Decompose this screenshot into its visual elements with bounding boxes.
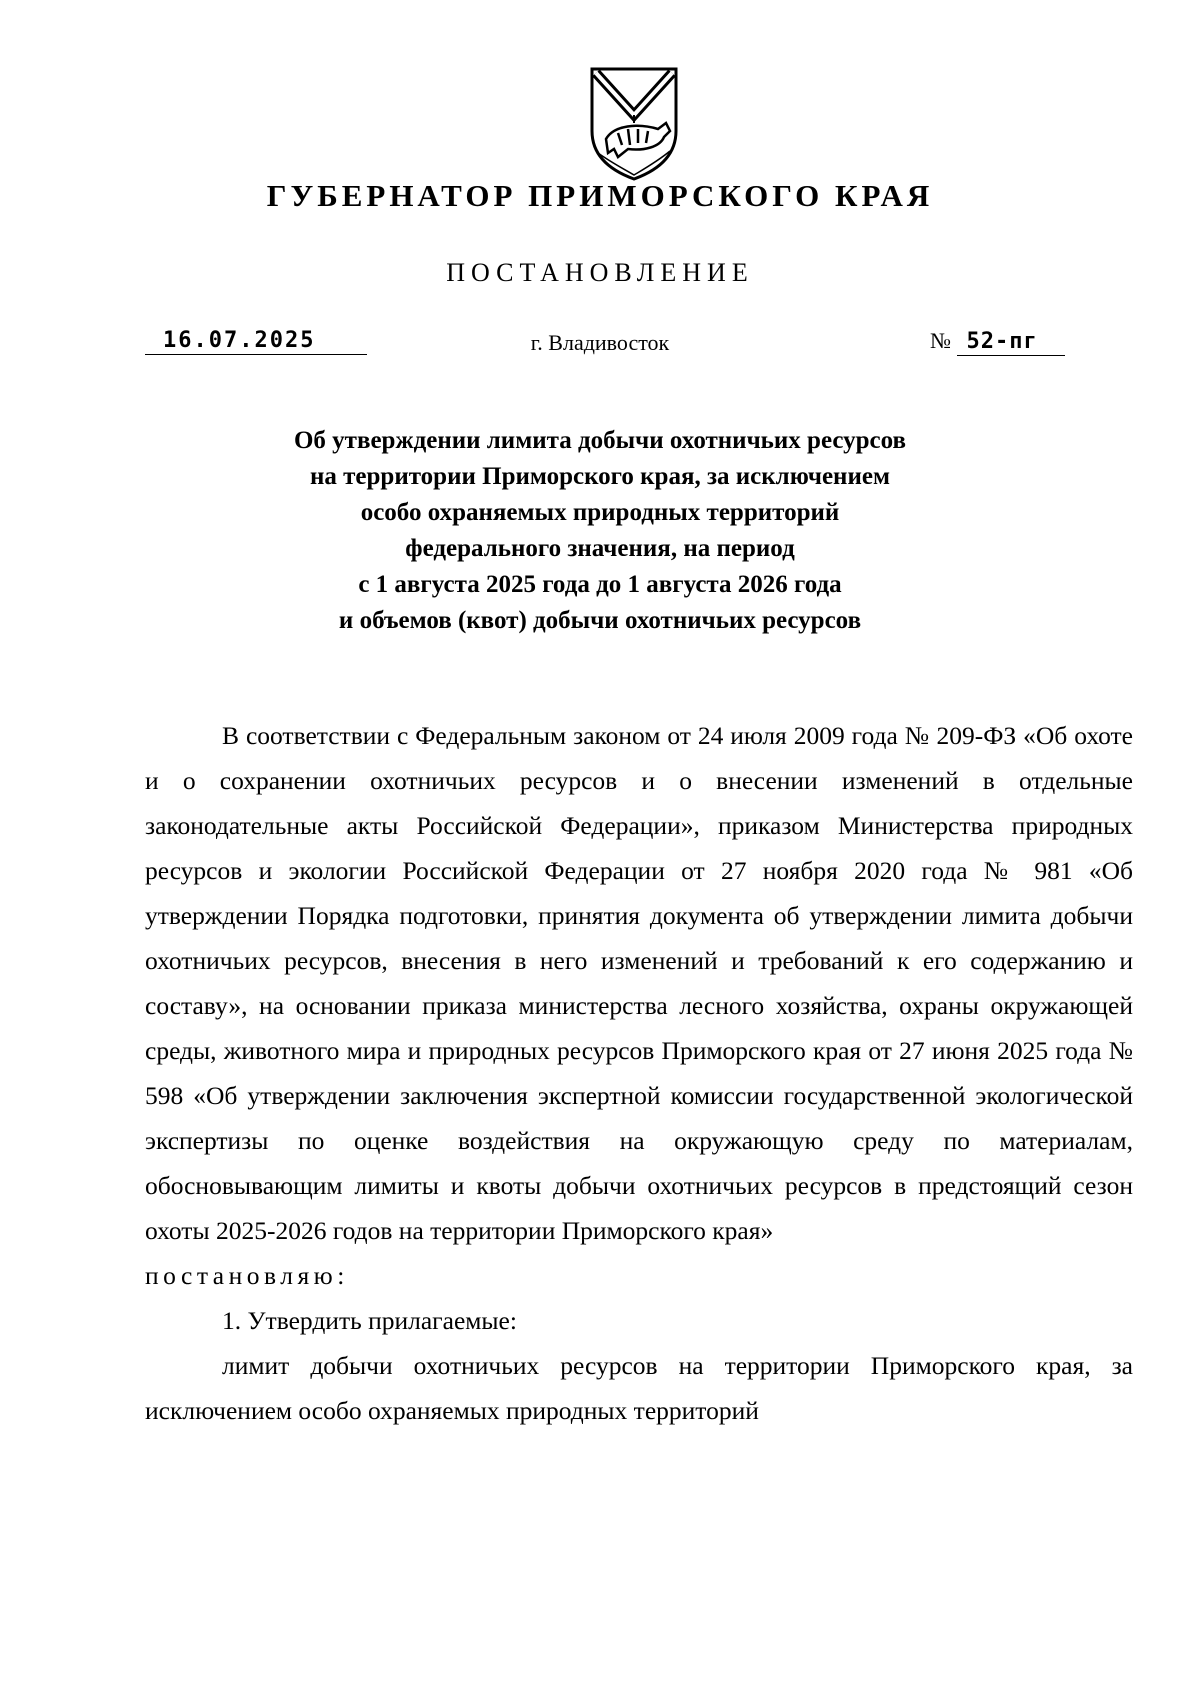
subject-line: особо охраняемых природных территорий (360, 499, 840, 526)
document-number (930, 328, 1065, 356)
subject-line: федерального значения, на период (405, 535, 795, 562)
number-label: № (930, 328, 951, 353)
authority-title: ГУБЕРНАТОР ПРИМОРСКОГО КРАЯ (266, 178, 934, 213)
subject-line: с 1 августа 2025 года до 1 августа 2026 года (358, 571, 842, 598)
item-1-heading: 1. Утвердить прилагаемые: (222, 1306, 517, 1335)
document-date: 16.07.2025 (145, 328, 367, 355)
preamble-paragraph: В соответствии с Федеральным законом от 24 июля 2009 года № 209-ФЗ «Об охоте и о сохранении охотничьих ресурсов и о внесении изменений в отдельные законодательные акты Российской Федерации», приказом Министерства природных ресурсов и экологии Российской Федерации от 27 ноября 2020 года № 981 «Об утверждении Порядка подготовки, принятия документа об утверждении лимита добычи охотничьих ресурсов, внесения в него изменений и требований к его содержанию и составу», на основании приказа министерства лесного хозяйства, охраны окружающей среды, животного мира и природных ресурсов Приморского края от 27 июня 2025 года № 598 «Об утверждении заключения экспертной комиссии государственной экологической экспертизы по оценке воздействия на окружающую среду по материалам, обосновывающим лимиты и квоты добычи охотничьих ресурсов в предстоящий сезон охоты 2025-2026 годов на территории Приморского края» (145, 721, 1133, 1245)
subject-line: на территории Приморского края, за исключением (309, 463, 890, 490)
subject-line: и объемов (квот) добычи охотничьих ресурсов (338, 607, 862, 634)
item-1-text: лимит добычи охотничьих ресурсов на территории Приморского края, за исключением особо охраняемых природных территорий (145, 1351, 1133, 1425)
primorsky-krai-coat-of-arms-icon (588, 65, 680, 183)
document-type: ПОСТАНОВЛЕНИЕ (446, 258, 754, 287)
number-value: 52-пг (957, 329, 1065, 356)
document-subject (0, 423, 1200, 639)
subject-line: Об утверждении лимита добычи охотничьих ресурсов (293, 427, 907, 454)
decision-word: постановляю: (145, 1261, 349, 1290)
document-meta (0, 328, 1200, 368)
document-body (145, 713, 1133, 1433)
document-city: г. Владивосток (530, 330, 670, 355)
